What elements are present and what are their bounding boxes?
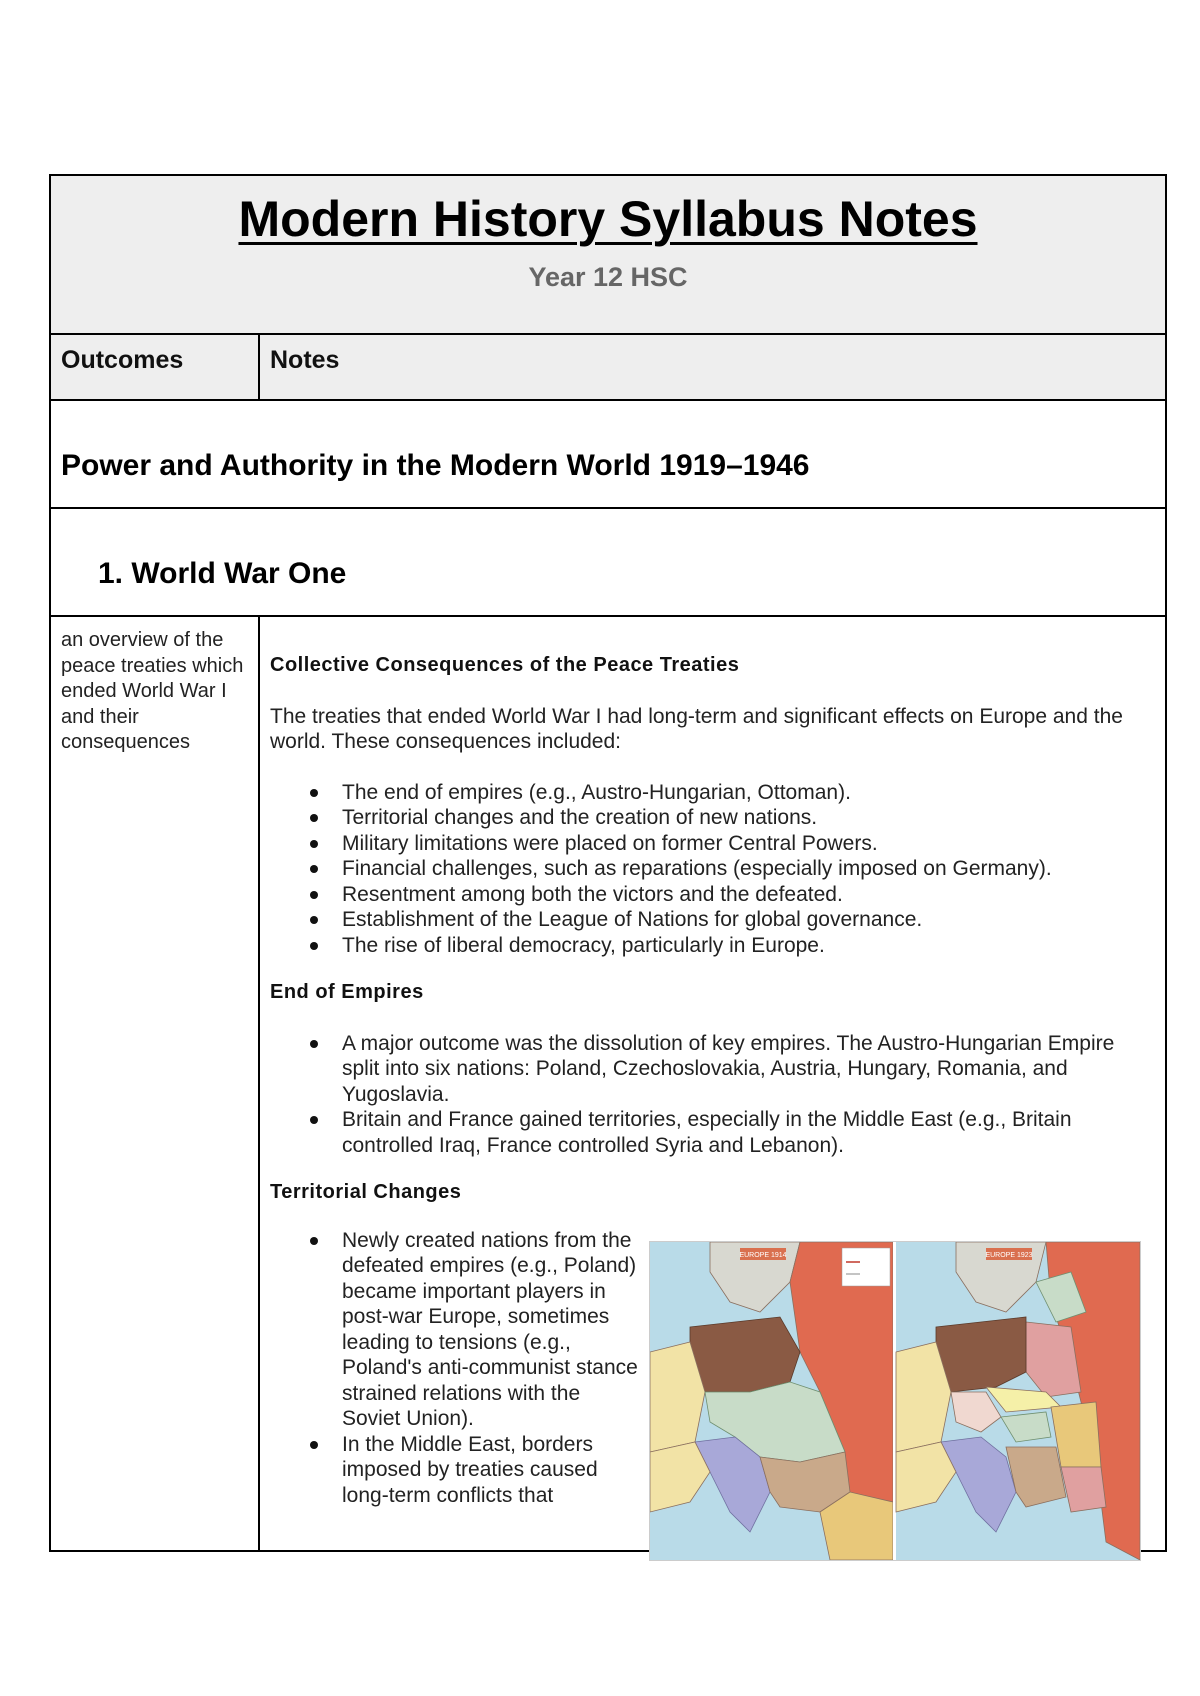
title-row xyxy=(51,176,1165,335)
map-image xyxy=(650,1242,1140,1560)
intro-paragraph: The treaties that ended World War I had long-term and significant effects on Europe and the world. These consequences included: xyxy=(270,704,1123,753)
list-item: The end of empires (e.g., Austro-Hungarian, Ottoman). xyxy=(342,780,1151,806)
header-row xyxy=(51,335,1165,401)
syllabus-table xyxy=(49,174,1167,1552)
map-label-1914-text: EUROPE 1914 xyxy=(739,1252,787,1259)
consequences-list xyxy=(270,780,1151,959)
territorial-list xyxy=(270,1228,642,1509)
document-subtitle: Year 12 HSC xyxy=(528,262,688,292)
outcome-cell xyxy=(51,617,260,1550)
list-item: Military limitations were placed on former Central Powers. xyxy=(342,831,1151,857)
list-item: Financial challenges, such as reparations (especially imposed on Germany). xyxy=(342,856,1151,882)
list-item: The rise of liberal democracy, particularly in Europe. xyxy=(342,933,1151,959)
list-item: A major outcome was the dissolution of key empires. The Austro-Hungarian Empire split into six nations: Poland, Czechoslovakia, Austria, Hungary, Romania, and Yugoslavia. xyxy=(342,1031,1151,1108)
document-title: Modern History Syllabus Notes xyxy=(238,191,978,247)
topic-row xyxy=(51,509,1165,617)
map-legend xyxy=(842,1248,890,1286)
heading-consequences: Collective Consequences of the Peace Treaties xyxy=(270,654,740,676)
notes-header: Notes xyxy=(270,346,340,374)
list-item: In the Middle East, borders imposed by treaties caused long-term conflicts that xyxy=(342,1432,642,1509)
notes-cell xyxy=(260,617,1165,1550)
list-item: Britain and France gained territories, especially in the Middle East (e.g., Britain controlled Iraq, France controlled Syria and Lebanon). xyxy=(342,1107,1151,1158)
outcome-text: an overview of the peace treaties which ended World War I and their consequences xyxy=(61,629,244,753)
map-1923 xyxy=(896,1242,1140,1560)
list-item: Establishment of the League of Nations for global governance. xyxy=(342,907,1151,933)
heading-territorial-changes: Territorial Changes xyxy=(270,1181,462,1203)
notes-body xyxy=(260,653,1165,1586)
heading-end-of-empires: End of Empires xyxy=(270,981,424,1003)
topic-title: 1. World War One xyxy=(98,557,347,590)
list-item: Newly created nations from the defeated empires (e.g., Poland) became important players in post-war Europe, sometimes leading to tensions (e.g., Poland's anti-communist stance strained relations with the Soviet Union). xyxy=(342,1228,642,1432)
content-row xyxy=(51,617,1165,1550)
list-item: Territorial changes and the creation of new nations. xyxy=(342,805,1151,831)
map-label-1923-text: EUROPE 1923 xyxy=(985,1252,1033,1259)
europe-comparison-map xyxy=(649,1241,1141,1561)
outcomes-header: Outcomes xyxy=(51,335,260,399)
list-item: Resentment among both the victors and the defeated. xyxy=(342,882,1151,908)
section-title: Power and Authority in the Modern World 1919–1946 xyxy=(61,449,810,482)
empires-list xyxy=(270,1031,1151,1159)
section-row xyxy=(51,401,1165,509)
map-1914 xyxy=(650,1242,893,1560)
